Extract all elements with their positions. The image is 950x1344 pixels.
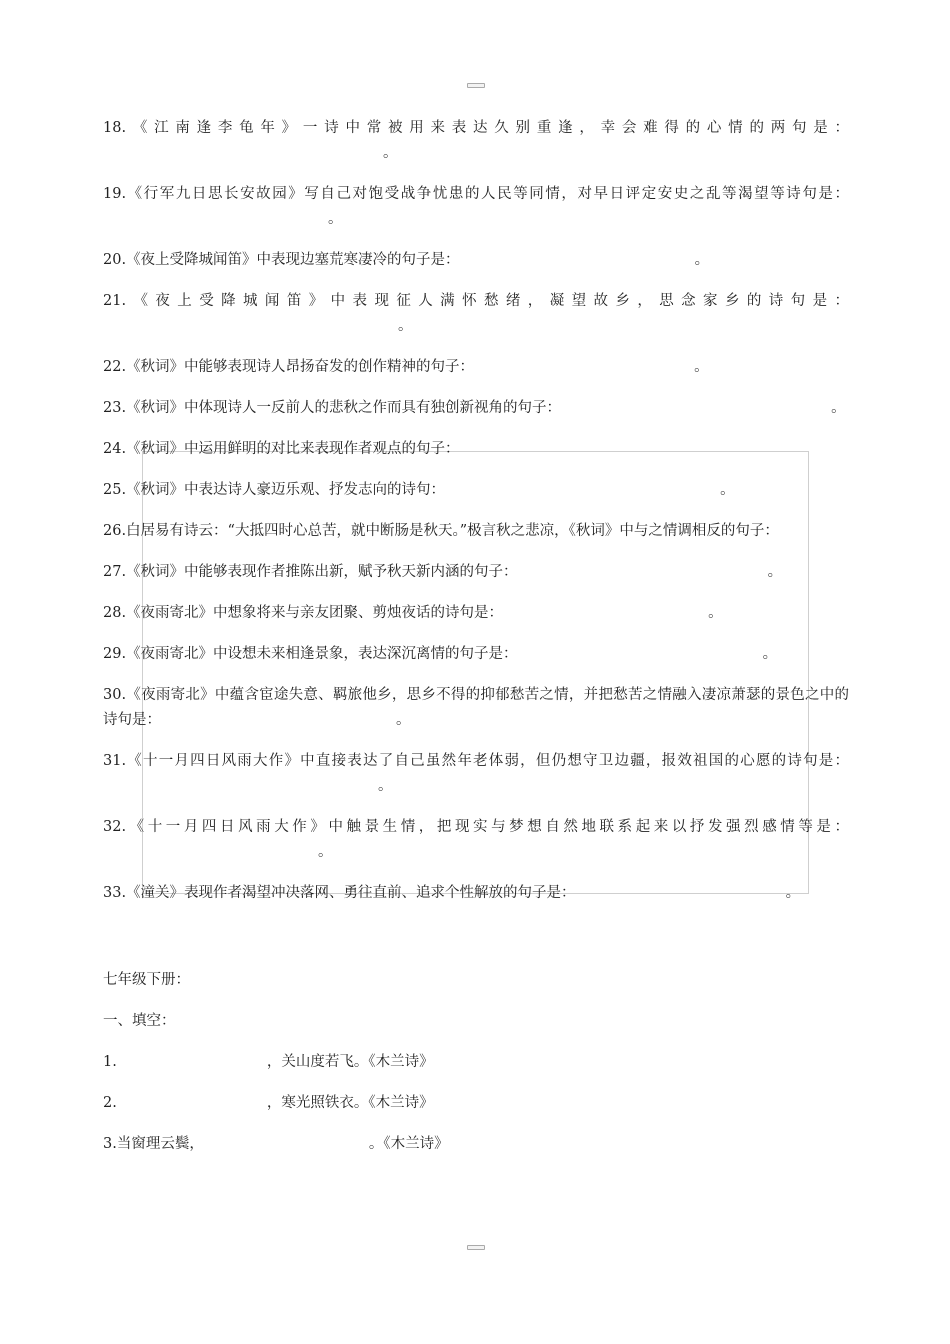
question-end-mark: 。 [694,359,709,375]
question-end-mark: 。 [398,318,413,334]
grade-heading: 七年级下册： [103,972,190,988]
question-number: 20. [103,252,127,268]
question-text: 《夜上受降城闻笛》中表现征人满怀愁绪，凝望故乡，思念家乡的诗句是： [126,293,849,309]
question-text: 《秋词》中能够表现作者推陈出新，赋予秋天新内涵的句子： [126,564,518,580]
question-number: 19. [103,186,127,202]
page-bottom-marker [467,1245,485,1250]
question-item [103,815,849,865]
question-end-mark: 。 [328,211,343,227]
question-end-mark: 。 [708,605,723,621]
question-number: 33. [103,885,127,901]
fill-suffix: ，寒光照铁衣。《木兰诗》 [266,1095,434,1111]
question-number: 24. [103,441,127,457]
fill-item [103,1132,849,1157]
question-end-mark: 。 [694,252,710,268]
question-text: 《潼关》表现作者渴望冲决落网、勇往直前、追求个性解放的句子是： [126,885,576,901]
question-text: 《夜雨寄北》中蕴含宦途失意、羁旅他乡，思乡不得的抑郁愁苦之情，并把愁苦之情融入凄凉萧瑟的景色之中的诗句是： [103,687,849,728]
question-number: 32. [103,819,127,835]
question-number: 25. [103,482,127,498]
question-item [103,642,849,667]
question-text: 《夜上受降城闻笛》中表现边塞荒寒凄冷的句子是： [126,252,460,268]
question-item [103,683,849,733]
question-item [103,116,849,166]
fill-number: 2. [103,1095,117,1111]
question-number: 18. [103,120,127,136]
fill-item [103,1091,849,1116]
question-number: 30. [103,687,127,703]
question-item [103,601,849,626]
question-number: 28. [103,605,127,621]
question-text: 《秋词》中体现诗人一反前人的悲秋之作而具有独创新视角的句子： [126,400,562,416]
fill-list [103,1050,849,1157]
question-item [103,289,849,339]
fill-number: 1. [103,1054,117,1070]
fill-number: 3. [103,1136,117,1152]
question-number: 27. [103,564,127,580]
question-end-mark: 。 [318,844,333,860]
question-number: 26. [103,523,127,539]
question-item [103,560,849,585]
question-text: 《夜雨寄北》中设想未来相逢景象，表达深沉离情的句子是： [126,646,518,662]
question-text: 《十一月四日风雨大作》中直接表达了自己虽然年老体弱，但仍想守卫边疆，报效祖国的心愿的诗句是： [126,753,849,769]
question-end-mark: 。 [767,564,783,580]
document-content [103,116,849,1173]
question-text: 《夜雨寄北》中想象将来与亲友团聚、剪烛夜话的诗句是： [126,605,504,621]
question-text: 《秋词》中表达诗人豪迈乐观、抒发志向的诗句： [126,482,446,498]
fill-item [103,1050,849,1075]
question-end-mark: 。 [378,778,393,794]
question-end-mark: 。 [396,712,411,728]
question-item [103,519,849,544]
question-item [103,749,849,799]
page-top-marker [467,83,485,88]
fill-suffix: ，关山度若飞。《木兰诗》 [266,1054,434,1070]
question-text: 《秋词》中能够表现诗人昂扬奋发的创作精神的句子： [126,359,475,375]
question-number: 21. [103,293,127,309]
question-text: 《秋词》中运用鲜明的对比来表现作者观点的句子： [126,441,460,457]
question-text: 《行军九日思长安故园》写自己对饱受战争忧患的人民等同情，对早日评定安史之乱等渴望等诗句是： [126,186,849,202]
question-number: 22. [103,359,127,375]
question-end-mark: 。 [785,885,801,901]
question-number: 29. [103,646,127,662]
question-text: 《江南逢李龟年》一诗中常被用来表达久别重逢，幸会难得的心情的两句是： [126,120,849,136]
fill-suffix: 。《木兰诗》 [368,1136,449,1152]
question-end-mark: 。 [762,646,778,662]
question-text: 《十一月四日风雨大作》中触景生情，把现实与梦想自然地联系起来以抒发强烈感情等是： [126,819,849,835]
question-item [103,182,849,232]
question-item [103,478,849,503]
question-item [103,437,849,462]
question-list [103,116,849,906]
question-item [103,881,849,906]
question-end-mark: 。 [383,145,398,161]
question-item [103,248,849,273]
question-number: 31. [103,753,127,769]
question-item [103,396,849,421]
question-text: 白居易有诗云：“大抵四时心总苦，就中断肠是秋天。”极言秋之悲凉，《秋词》中与之情调相反的句子： [126,523,779,539]
fill-prefix: 当窗理云鬓， [116,1136,204,1152]
section-heading: 一、填空： [103,1013,176,1029]
question-end-mark: 。 [831,400,846,416]
question-item [103,355,849,380]
question-end-mark: 。 [720,482,735,498]
question-number: 23. [103,400,127,416]
